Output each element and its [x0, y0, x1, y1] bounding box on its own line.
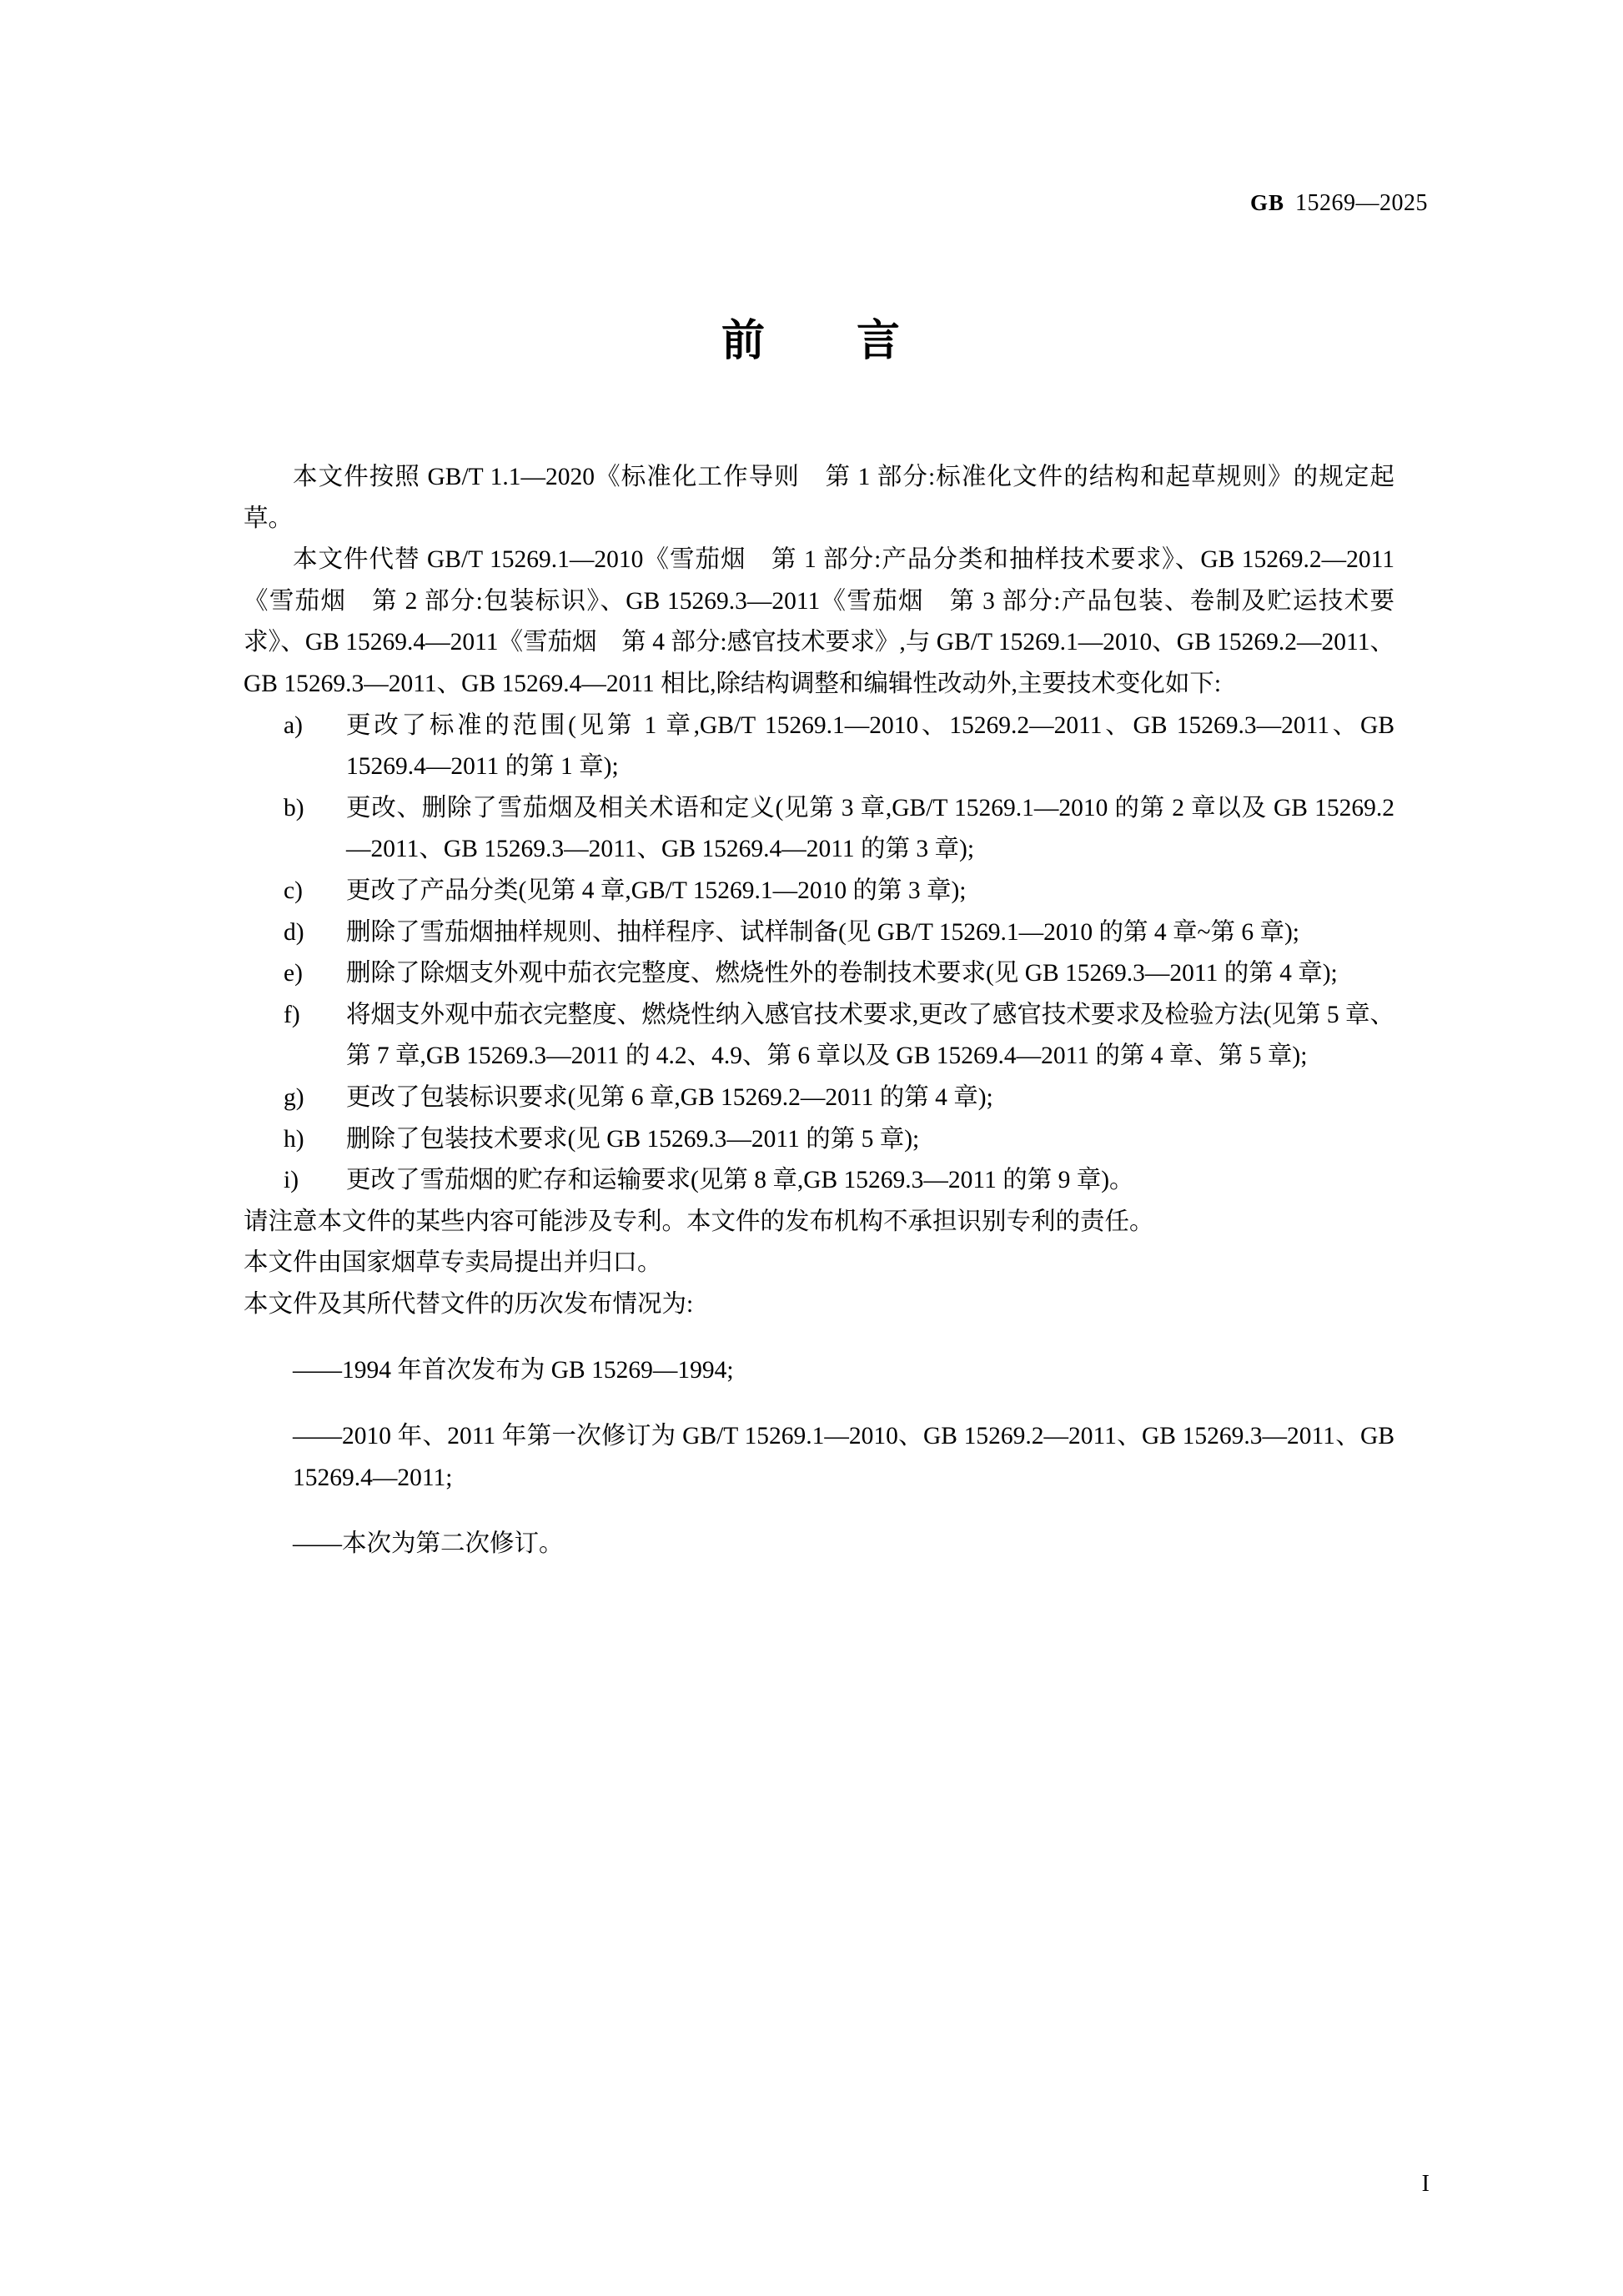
list-item-text: 删除了除烟支外观中茄衣完整度、燃烧性外的卷制技术要求(见 GB 15269.3—2011 的第 4 章); [346, 960, 1338, 987]
foreword-body [244, 457, 1394, 1590]
running-header [1250, 190, 1428, 217]
history-item: ——本次为第二次修订。 [293, 1530, 564, 1557]
list-item [244, 995, 1394, 1078]
list-item [244, 871, 1394, 912]
list-item [244, 1078, 1394, 1119]
list-item [244, 912, 1394, 954]
paragraph-replaces: 本文件代替 GB/T 15269.1—2010《雪茄烟 第 1 部分:产品分类和抽样技术要求》、GB 15269.2—2011《雪茄烟 第 2 部分:包装标识》、GB 15269.3—2011《雪茄烟 第 3 部分:产品包装、卷制及贮运技术要求》、GB 15269.4—2011《雪茄烟 第 4 部分:感官技术要求》,与 GB/T 15269.1—2010、GB 15269.2—2011、GB 15269.3—2011、GB 15269.4—2011 相比,除结构调整和编辑性改动外,主要技术变化如下: [244, 546, 1394, 697]
list-item-text: 将烟支外观中茄衣完整度、燃烧性纳入感官技术要求,更改了感官技术要求及检验方法(见第 5 章、第 7 章,GB 15269.3—2011 的 4.2、4.9、第 6 章以及 GB 15269.4—2011 的第 4 章、第 5 章); [346, 1001, 1394, 1070]
paragraph-scope-basis: 本文件按照 GB/T 1.1—2020《标准化工作导则 第 1 部分:标准化文件的结构和起草规则》的规定起草。 [244, 464, 1394, 532]
list-marker: b) [284, 794, 304, 821]
page-number: I [1421, 2171, 1430, 2197]
standard-number: 15269—2025 [1295, 190, 1428, 216]
list-item-text: 删除了包装技术要求(见 GB 15269.3—2011 的第 5 章); [346, 1125, 920, 1153]
list-marker: g) [284, 1083, 304, 1111]
list-item-text: 更改了雪茄烟的贮存和运输要求(见第 8 章,GB 15269.3—2011 的第 9 章)。 [346, 1167, 1134, 1194]
list-marker: e) [284, 960, 303, 987]
list-item [244, 1119, 1394, 1161]
list-item-text: 删除了雪茄烟抽样规则、抽样程序、试样制备(见 GB/T 15269.1—2010 的第 4 章~第 6 章); [346, 918, 1299, 946]
list-marker: i) [284, 1167, 299, 1194]
list-item-text: 更改了产品分类(见第 4 章,GB/T 15269.1—2010 的第 3 章); [346, 877, 967, 904]
list-marker: d) [284, 918, 304, 946]
list-item [244, 788, 1394, 871]
paragraph-proposer: 本文件由国家烟草专卖局提出并归口。 [244, 1249, 662, 1277]
history-item: ——2010 年、2011 年第一次修订为 GB/T 15269.1—2010、GB 15269.2—2011、GB 15269.3—2011、GB 15269.4—2011; [293, 1423, 1394, 1491]
list-marker: c) [284, 877, 303, 904]
list-item [244, 953, 1394, 995]
paragraph-patent-notice: 请注意本文件的某些内容可能涉及专利。本文件的发布机构不承担识别专利的责任。 [244, 1208, 1154, 1235]
list-item-text: 更改、删除了雪茄烟及相关术语和定义(见第 3 章,GB/T 15269.1—2010 的第 2 章以及 GB 15269.2—2011、GB 15269.3—2011、GB 15269.4—2011 的第 3 章); [346, 794, 1394, 863]
paragraph-group [194, 457, 1394, 706]
list-item-text: 更改了包装标识要求(见第 6 章,GB 15269.2—2011 的第 4 章); [346, 1083, 993, 1111]
list-marker: a) [284, 711, 303, 739]
list-item-text: 更改了标准的范围(见第 1 章,GB/T 15269.1—2010、15269.2—2011、GB 15269.3—2011、GB 15269.4—2011 的第 1 章); [346, 711, 1394, 781]
paragraph-group-tail [244, 1202, 1394, 1565]
list-item [244, 706, 1394, 788]
standard-prefix: GB [1249, 190, 1284, 215]
history-item: ——1994 年首次发布为 GB 15269—1994; [293, 1356, 734, 1384]
list-item [244, 1160, 1394, 1202]
list-marker: h) [284, 1125, 304, 1153]
page-title: 前 言 [721, 317, 902, 365]
paragraph-history-intro: 本文件及其所代替文件的历次发布情况为: [244, 1290, 694, 1318]
list-marker: f) [284, 1001, 300, 1028]
technical-changes-list [244, 706, 1394, 1202]
